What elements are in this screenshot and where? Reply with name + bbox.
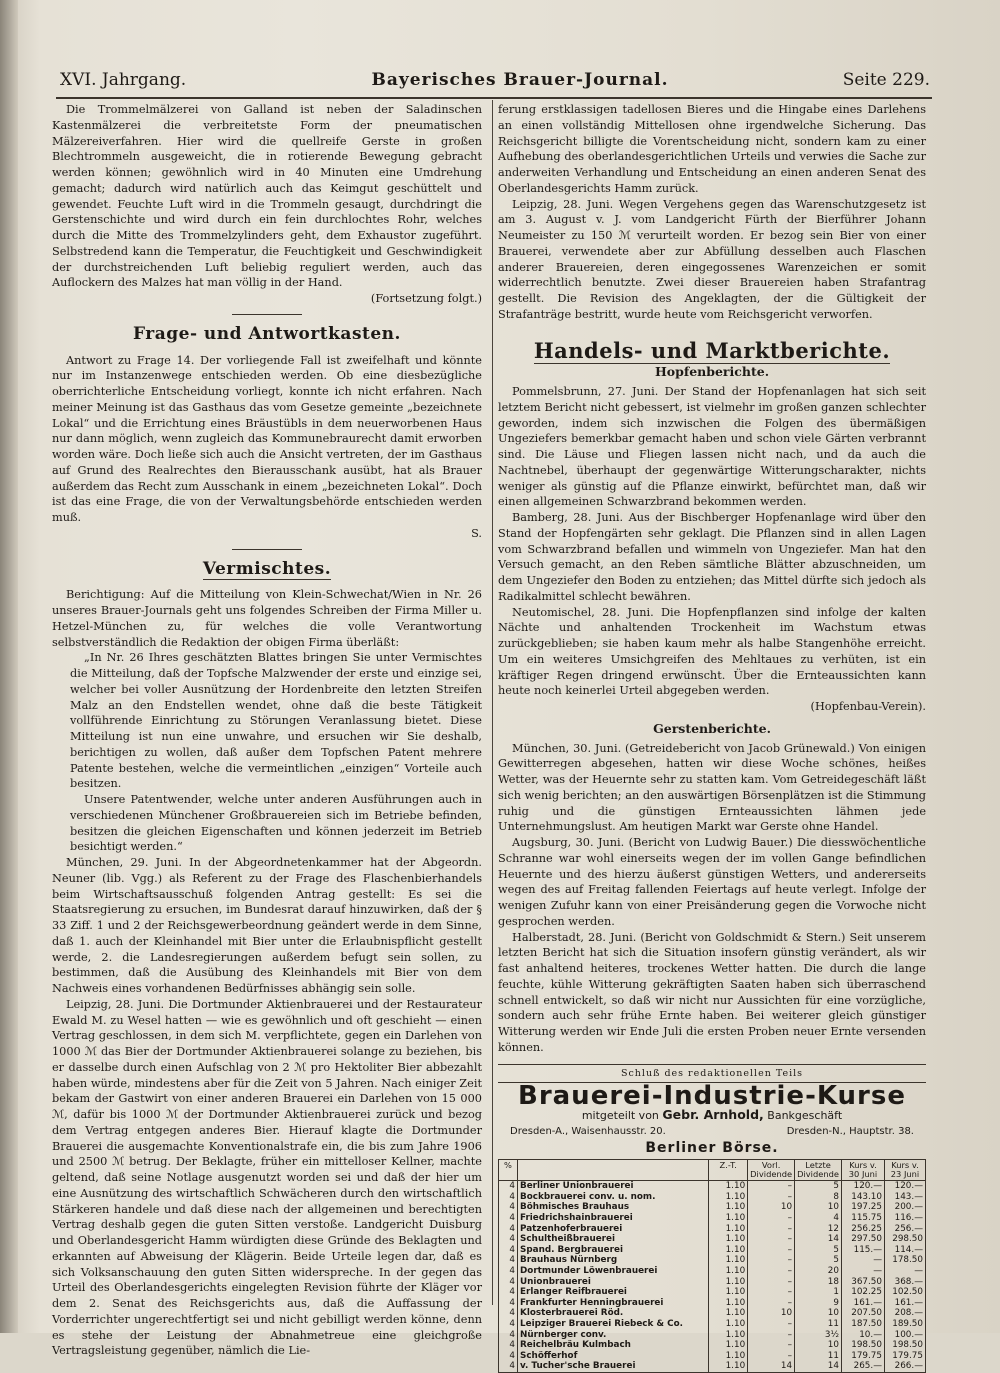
report-neutomischel: Neutomischel, 28. Juni. Die Hopfenpflanzen sind infolge der kalten Nächte und anhaltenden Trockenheit im Wachstum etwas zurückgeblieben; sie haben kaum mehr als halbe Stangenhöhe erreicht. Um ein weiteres Umsichgreifen des Mehltaues zu verhüten, ist ein kräftiger Regen dringend erwünscht. Über die Ernteaussichten kann heute noch keinerlei Urteil abgegeben werden. xyxy=(498,605,926,698)
col-header-zt: Z.-T. xyxy=(709,1160,748,1181)
cell-vorl: 10 xyxy=(748,1202,795,1213)
cell-name: Frankfurter Henningbrauerei xyxy=(518,1298,709,1309)
cell-name: Spand. Bergbrauerei xyxy=(518,1245,709,1256)
cell-kurs23: 161.— xyxy=(885,1298,926,1309)
cell-kurs30: 102.25 xyxy=(842,1287,885,1298)
table-row xyxy=(499,1351,926,1362)
cell-name: Nürnberger conv. xyxy=(518,1330,709,1341)
cell-vorl: – xyxy=(748,1351,795,1362)
cell-zt: 1.10 xyxy=(709,1330,748,1341)
cell-letzte: 14 xyxy=(795,1361,842,1372)
cell-kurs30: 265.— xyxy=(842,1361,885,1372)
quote-paragraph: „In Nr. 26 Ihres geschätzten Blattes bringen Sie unter Vermischtes die Mitteilung, daß der Topfsche Malzwender der erste und einzige sei, welcher bei voller Ausnützung der Hordenbreite den letzten Streifen Malz an den Endstellen wendet, ohne daß die beste Tätigkeit vollführende Einrichtung zu Störungen Veranlassung bietet. Diese Mitteilung ist nun eine unwahre, und ersuchen wir Sie deshalb, berichtigen zu wollen, daß außer dem Topfschen Patent mehrere Patente bestehen, welche die vermeintlichen „einzigen“ Vorteile auch besitzen. xyxy=(70,651,482,791)
cell-zt: 1.10 xyxy=(709,1224,748,1235)
cell-pct: 4 xyxy=(499,1277,518,1288)
table-row xyxy=(499,1340,926,1351)
cell-kurs23: 266.— xyxy=(885,1361,926,1372)
page-header xyxy=(60,70,930,96)
cell-kurs23: 198.50 xyxy=(885,1340,926,1351)
section-title-vermischtes: Vermischtes. xyxy=(202,558,332,579)
table-row xyxy=(499,1234,926,1245)
cell-pct: 4 xyxy=(499,1298,518,1309)
table-row xyxy=(499,1361,926,1372)
cell-pct: 4 xyxy=(499,1213,518,1224)
cell-letzte: 10 xyxy=(795,1340,842,1351)
cell-letzte: 5 xyxy=(795,1181,842,1192)
cell-pct: 4 xyxy=(499,1361,518,1372)
cell-vorl: – xyxy=(748,1319,795,1330)
cell-letzte: 8 xyxy=(795,1192,842,1203)
cell-zt: 1.10 xyxy=(709,1202,748,1213)
cell-vorl: – xyxy=(748,1234,795,1245)
cell-kurs23: 178.50 xyxy=(885,1255,926,1266)
cell-pct: 4 xyxy=(499,1245,518,1256)
table-row xyxy=(499,1277,926,1288)
article-berichtigung: Berichtigung: Auf die Mitteilung von Klein-Schwechat/Wien in Nr. 26 unseres Brauer-Journals geht uns folgendes Schreiben der Firma Miller u. Hetzel-München zu, für welches die volle Verantwortung selbstverständlich die Redaktion der obigen Firma überläßt: xyxy=(52,588,482,649)
report-halberstadt: Halberstadt, 28. Juni. (Bericht von Goldschmidt & Stern.) Seit unserem letzten Bericht hat sich die Situation insofern günstig verändert, als wir fast anhaltend heiteres, trockenes Wetter hatten. Die durch die lange feuchte, kühle Witterung gekräftigten Saaten haben sich überraschend schnell entwickelt, so daß wir nicht nur Aussichten für eine vorzügliche, sondern auch sehr frühe Ernte haben. Bei weiterer gleich günstiger Witterung werden wir Ende Juli die ersten Proben neuer Ernte versenden können. xyxy=(498,930,926,1054)
table-row xyxy=(499,1181,926,1192)
cell-vorl: – xyxy=(748,1255,795,1266)
cell-name: Schöfferhof xyxy=(518,1351,709,1362)
cell-letzte: 20 xyxy=(795,1266,842,1277)
cell-pct: 4 xyxy=(499,1266,518,1277)
cell-letzte: 3½ xyxy=(795,1330,842,1341)
divider xyxy=(232,549,302,550)
cell-pct: 4 xyxy=(499,1287,518,1298)
cell-kurs23: 189.50 xyxy=(885,1319,926,1330)
frage-signature: S. xyxy=(471,526,482,540)
cell-kurs23: 179.75 xyxy=(885,1351,926,1362)
cell-zt: 1.10 xyxy=(709,1340,748,1351)
cell-vorl: – xyxy=(748,1330,795,1341)
table-row xyxy=(499,1298,926,1309)
cell-kurs30: 187.50 xyxy=(842,1319,885,1330)
cell-name: Brauhaus Nürnberg xyxy=(518,1255,709,1266)
cell-vorl: – xyxy=(748,1287,795,1298)
table-header-row xyxy=(499,1160,926,1181)
cell-vorl: – xyxy=(748,1192,795,1203)
quoted-letter xyxy=(70,650,482,855)
cell-name: Leipziger Brauerei Riebeck & Co. xyxy=(518,1319,709,1330)
continued-note: (Fortsetzung folgt.) xyxy=(370,292,482,305)
cell-kurs30: 179.75 xyxy=(842,1351,885,1362)
cell-kurs30: 143.10 xyxy=(842,1192,885,1203)
right-column xyxy=(498,102,926,1373)
cell-pct: 4 xyxy=(499,1330,518,1341)
table-body xyxy=(499,1181,926,1373)
cell-vorl: – xyxy=(748,1277,795,1288)
cell-kurs30: 207.50 xyxy=(842,1308,885,1319)
col-header-kurs30: Kurs v. 30 Juni xyxy=(842,1160,885,1181)
cell-pct: 4 xyxy=(499,1255,518,1266)
report-pommelsbrunn: Pommelsbrunn, 27. Juni. Der Stand der Hopfenanlagen hat sich seit letztem Bericht nicht gebessert, ist vielmehr im großen ganzen schlechter geworden, indem sich inzwischen die Folgen des übermäßigen Ungeziefers bemerkbar gemacht haben und schon viele Gärten verbrannt sind. Die Läuse und Fliegen lassen nicht nach, und da auch die Nachtnebel, überhaupt der gegenwärtige Witterungscharakter, nichts weniger als günstig auf die Pflanze einwirkt, befürchtet man, daß wir einen allgemeinen Schwarzbrand bekommen werden. xyxy=(498,385,926,509)
cell-zt: 1.10 xyxy=(709,1319,748,1330)
cell-kurs23: 298.50 xyxy=(885,1234,926,1245)
cell-kurs30: 367.50 xyxy=(842,1277,885,1288)
cell-name: Friedrichshainbrauerei xyxy=(518,1213,709,1224)
cell-kurs30: 115.75 xyxy=(842,1213,885,1224)
cell-kurs30: 297.50 xyxy=(842,1234,885,1245)
subsection-title-gersten: Gerstenberichte. xyxy=(653,720,771,736)
cell-kurs23: 120.— xyxy=(885,1181,926,1192)
col-header-pct: % xyxy=(499,1160,518,1181)
cell-kurs23: 143.— xyxy=(885,1192,926,1203)
table-row xyxy=(499,1330,926,1341)
table-row xyxy=(499,1255,926,1266)
table-row xyxy=(499,1202,926,1213)
address-right: Dresden-N., Hauptstr. 38. xyxy=(786,1125,914,1137)
cell-zt: 1.10 xyxy=(709,1192,748,1203)
cell-zt: 1.10 xyxy=(709,1287,748,1298)
article-continuation: ferung erstklassigen tadellosen Bieres und die Hingabe eines Darlehens an einen vollständig Mittellosen ohne irgendwelche Sicherung. Das Reichsgericht billigte die Vorentscheidung nicht, sondern kam zu einer Aufhebung des oberlandesgerichtlichen Urteils und verwies die Sache zur anderweiten Verhandlung und Entscheidung an einen anderen Senat des Oberlandesgerichts Hamm zurück. xyxy=(498,103,926,195)
advert-byline: mitgeteilt von Gebr. Arnhold, Bankgeschäft xyxy=(581,1107,843,1122)
cell-kurs30: 161.— xyxy=(842,1298,885,1309)
journal-title: Bayerisches Brauer-Journal. xyxy=(371,70,669,90)
cell-kurs30: — xyxy=(842,1266,885,1277)
subsection-title-hopfen: Hopfenberichte. xyxy=(654,364,770,380)
cell-pct: 4 xyxy=(499,1224,518,1235)
cell-vorl: – xyxy=(748,1181,795,1192)
cell-kurs23: 100.— xyxy=(885,1330,926,1341)
cell-letzte: 5 xyxy=(795,1255,842,1266)
table-row xyxy=(499,1287,926,1298)
cell-pct: 4 xyxy=(499,1319,518,1330)
end-of-editorial: Schluß des redaktionellen Teils xyxy=(498,1064,926,1084)
cell-letzte: 1 xyxy=(795,1287,842,1298)
cell-kurs23: 368.— xyxy=(885,1277,926,1288)
cell-letzte: 12 xyxy=(795,1224,842,1235)
cell-letzte: 10 xyxy=(795,1202,842,1213)
cell-kurs30: 120.— xyxy=(842,1181,885,1192)
cell-zt: 1.10 xyxy=(709,1308,748,1319)
stock-table xyxy=(498,1159,926,1373)
table-row xyxy=(499,1319,926,1330)
cell-zt: 1.10 xyxy=(709,1266,748,1277)
cell-zt: 1.10 xyxy=(709,1277,748,1288)
cell-name: Erlanger Reifbrauerei xyxy=(518,1287,709,1298)
cell-name: Bockbrauerei conv. u. nom. xyxy=(518,1192,709,1203)
article-leipzig-2: Leipzig, 28. Juni. Wegen Vergehens gegen das Warenschutzgesetz ist am 3. August v. J. vom Landgericht Fürth der Bierführer Johann Neumeister zu 150 ℳ verurteilt worden. Er bezog sein Bier von einer Brauerei, verwendete aber zur Abfüllung desselben auch Flaschen anderer Brauereien, deren eingegossenes Warenzeichen er somit widerrechtlich benutzte. Zwei dieser Brauereien haben Strafantrag gestellt. Die Revision des Angeklagten, der die Gültigkeit der Strafanträge bestritt, wurde heute vom Reichsgericht verworfen. xyxy=(498,197,926,321)
cell-kurs30: 197.25 xyxy=(842,1202,885,1213)
cell-vorl: – xyxy=(748,1266,795,1277)
cell-kurs23: 114.— xyxy=(885,1245,926,1256)
cell-kurs23: 116.— xyxy=(885,1213,926,1224)
cell-kurs23: 102.50 xyxy=(885,1287,926,1298)
report-source: (Hopfenbau-Verein). xyxy=(810,700,926,713)
cell-letzte: 11 xyxy=(795,1319,842,1330)
advert-addresses xyxy=(498,1124,926,1140)
col-header-kurs23: Kurs v. 23 Juni xyxy=(885,1160,926,1181)
table-row xyxy=(499,1213,926,1224)
cell-letzte: 5 xyxy=(795,1245,842,1256)
cell-vorl: 10 xyxy=(748,1308,795,1319)
cell-kurs30: — xyxy=(842,1255,885,1266)
cell-vorl: 14 xyxy=(748,1361,795,1372)
cell-name: Schultheißbrauerei xyxy=(518,1234,709,1245)
cell-zt: 1.10 xyxy=(709,1298,748,1309)
cell-zt: 1.10 xyxy=(709,1351,748,1362)
cell-pct: 4 xyxy=(499,1202,518,1213)
table-row xyxy=(499,1266,926,1277)
cell-vorl: – xyxy=(748,1224,795,1235)
article-muenchen: München, 29. Juni. In der Abgeordnetenkammer hat der Abgeordn. Neuner (lib. Vgg.) als Referent zu der Frage des Flaschenbierhandels beim Wirtschaftsausschuß folgenden Antrag gestellt: Es sei die Staatsregierung zu ersuchen, im Bundesrat darauf hinzuwirken, daß der § 33 Ziff. 1 und 2 der Reichsgewerbeordnung geändert werde in dem Sinne, daß 1. auch der Kleinhandel mit Bier unter die Erlaubnispflicht gestellt werde, 2. die Landesregierungen außerdem befugt sein sollen, zu bestimmen, daß die Ausübung des Kleinhandels mit Bier von dem Nachweis eines vorhandenen Bedürfnisses abhängig sein solle. xyxy=(52,856,482,995)
report-augsburg: Augsburg, 30. Juni. (Bericht von Ludwig Bauer.) Die diesswöchentliche Schranne war wohl einerseits wegen der im vollen Gange befindlichen Heuernte und des hierzu äußerst günstigen Wetters, und andererseits wegen des auf Freitag fallenden Feiertags auf heute verlegt. Infolge der wenigen Zufuhr kann von einer Preisänderung gegen die Vorwoche nicht gesprochen werden. xyxy=(498,836,926,928)
cell-zt: 1.10 xyxy=(709,1255,748,1266)
cell-kurs23: 256.— xyxy=(885,1224,926,1235)
cell-name: Klosterbrauerei Röd. xyxy=(518,1308,709,1319)
cell-letzte: 10 xyxy=(795,1308,842,1319)
cell-pct: 4 xyxy=(499,1234,518,1245)
section-title-frage: Frage- und Antwortkasten. xyxy=(133,323,401,344)
cell-kurs23: 208.— xyxy=(885,1308,926,1319)
cell-letzte: 9 xyxy=(795,1298,842,1309)
cell-vorl: – xyxy=(748,1298,795,1309)
column-divider xyxy=(492,100,493,1305)
binding-shadow xyxy=(0,0,18,1333)
col-header-name xyxy=(518,1160,709,1181)
section-title-handel: Handels- und Marktberichte. xyxy=(533,337,891,363)
cell-vorl: – xyxy=(748,1213,795,1224)
advert-title: Brauerei-Industrie-Kurse xyxy=(518,1081,906,1112)
cell-zt: 1.10 xyxy=(709,1361,748,1372)
article-leipzig: Leipzig, 28. Juni. Die Dortmunder Aktienbrauerei und der Restaurateur Ewald M. zu Wesel hatten — wie es gewöhnlich und oft geschieht — einen Vertrag geschlossen, in dem sich M. verpflichtete, gegen ein Darlehen von 1000 ℳ das Bier der Dortmunder Aktienbrauerei solange zu beziehen, bis er dasselbe durch einen Aufschlag von 2 ℳ pro Hektoliter Bier abbezahlt haben würde, mindestens aber für die Zeit von 5 Jahren. Nach einiger Zeit bekam der Gastwirt von einer anderen Brauerei ein Darlehen von 15 000 ℳ, dafür bis 1000 ℳ der Dortmunder Aktienbrauerei zurück und bezog dem Vertrag entgegen anderes Bier. Hierauf klagte die Dortmunder Brauerei die ausgemachte Konventionalstrafe ein, die bis zum Jahre 1906 und 2500 ℳ betrug. Der Beklagte, früher ein mittelloser Kellner, machte geltend, daß seine Notlage ausgenutzt worden sei und daß der hier um eine Ausnützung des wirtschaftlich Schwächeren durch den wirtschaftlich Stärkeren handele und daß diese nach der allgemeinen und berechtigten Vertrag deshalb gegen die guten Sitten verstoße. Landgericht Duisburg und Oberlandesgericht Hamm würdigten diese Gründe des Beklagten und erkannten auf Abweisung der Klägerin. Beide Urteile legen dar, daß es sich Volksanschauung den guten Sitten widerspreche. In der gegen das Urteil des Oberlandesgerichts eingelegten Revision führte der Kläger vor dem 2. Senat des Reichsgerichts aus, daß die Auffassung der Vorderrichter ungerechtfertigt sei und nicht gebilligt werden könne, denn es stehe der Leistung der Abnahmetreue eine gleichgroße Vertragsleistung gegenüber, nämlich die Lie- xyxy=(52,997,482,1358)
cell-kurs30: 256.25 xyxy=(842,1224,885,1235)
cell-pct: 4 xyxy=(499,1192,518,1203)
cell-pct: 4 xyxy=(499,1340,518,1351)
col-header-letzte: Letzte Dividende xyxy=(795,1160,842,1181)
cell-zt: 1.10 xyxy=(709,1245,748,1256)
cell-kurs30: 10.— xyxy=(842,1330,885,1341)
cell-name: Patzenhoferbrauerei xyxy=(518,1224,709,1235)
table-row xyxy=(499,1192,926,1203)
cell-name: Unionbrauerei xyxy=(518,1277,709,1288)
left-column xyxy=(52,102,482,1359)
article-frage: Antwort zu Frage 14. Der vorliegende Fall ist zweifelhaft und könnte nur im Instanzenwege entschieden werden. Ob eine diesbezügliche oberrichterliche Entscheidung vorliegt, konnte ich nicht erfahren. Nach meiner Meinung ist das Gasthaus das vom Gesetze gemeinte „bezeichnete Lokal“ und die Errichtung eines Bräustübls in dem neuerworbenen Haus nur dann möglich, wenn zugleich das Kommunebraurecht damit erworben worden wäre. Doch ließe sich auch die Ansicht vertreten, der im Gasthaus auf Grund des Realrechtes den Bierausschank ausübt, hat als Brauer außerdem das Recht zum Ausschank in einem „bezeichneten Lokal“. Doch ist das eine Frage, die von der Verwaltungsbehörde entschieden werden muß. xyxy=(52,353,482,524)
cell-pct: 4 xyxy=(499,1351,518,1362)
cell-letzte: 4 xyxy=(795,1213,842,1224)
cell-zt: 1.10 xyxy=(709,1213,748,1224)
page-number: Seite 229. xyxy=(842,70,930,90)
volume-label: XVI. Jahrgang. xyxy=(60,70,187,90)
table-row xyxy=(499,1224,926,1235)
report-muenchen: München, 30. Juni. (Getreidebericht von Jacob Grünewald.) Von einigen Gewitterregen abgesehen, hatten wir diese Woche schönes, heißes Wetter, was der Heuernte sehr zu statten kam. Vom Getreidegeschäft läßt sich wenig berichten; an den auswärtigen Börsenplätzen ist die Stimmung ruhig und die günstigen Ernteaussichten lähmen jede Unternehmungslust. Am heutigen Markt war Gerste ohne Handel. xyxy=(498,741,926,834)
cell-name: Reichelbräu Kulmbach xyxy=(518,1340,709,1351)
table-row xyxy=(499,1308,926,1319)
cell-letzte: 18 xyxy=(795,1277,842,1288)
cell-zt: 1.10 xyxy=(709,1181,748,1192)
cell-vorl: – xyxy=(748,1340,795,1351)
quote-paragraph: Unsere Patentwender, welche unter anderen Ausführungen auch in verschiedenen Münchener Großbrauereien sich im Betriebe befinden, besitzen die gleichen Eigenschaften und können jederzeit im Betrieb besichtigt werden.“ xyxy=(70,793,482,854)
header-rule xyxy=(56,97,932,99)
cell-name: Dortmunder Löwenbrauerei xyxy=(518,1266,709,1277)
cell-name: Berliner Unionbrauerei xyxy=(518,1181,709,1192)
report-bamberg: Bamberg, 28. Juni. Aus der Bischberger Hopfenanlage wird über den Stand der Hopfengärten sehr geklagt. Die Pflanzen sind in allen Lagen vom Schwarzbrand befallen und wimmeln von Ungeziefer. Man hat den Versuch gemacht, an den Reben sämtliche Blätter abzuschneiden, um dem Ungeziefer den Boden zu entziehen; das Mittel dürfte sich jedoch als Radikalmittel schlecht bewähren. xyxy=(498,511,926,603)
address-left: Dresden-A., Waisenhausstr. 20. xyxy=(510,1125,666,1137)
cell-kurs23: 200.— xyxy=(885,1202,926,1213)
cell-name: Böhmisches Brauhaus xyxy=(518,1202,709,1213)
cell-letzte: 14 xyxy=(795,1234,842,1245)
cell-kurs23: — xyxy=(885,1266,926,1277)
col-header-vorl: Vorl. Dividende xyxy=(748,1160,795,1181)
table-row xyxy=(499,1245,926,1256)
cell-letzte: 11 xyxy=(795,1351,842,1362)
article-trommelmaelzerei: Die Trommelmälzerei von Galland ist neben der Saladinschen Kastenmälzerei die verbreitetste Form der pneumatischen Mälzereiverfahren. Hier wird die quellreife Gerste in großen Blechtrommeln ausgeweicht, die in rotierende Bewegung gebracht werden können; gewöhnlich wird in 40 Minuten eine Umdrehung gemacht; dadurch wird natürlich auch das Keimgut geschüttelt und gewendet. Feuchte Luft wird in die Trommeln gesaugt, durchdringt die Gerstenschichte und wird durch ein fein durchlochtes Rohr, welches durch die Mitte des Trommelzylinders geht, dem Exhaustor zugeführt. Selbstredend kann die Temperatur, die Feuchtigkeit und Geschwindigkeit der durchstreichenden Luft beliebig reguliert werden, auch das Auflockern des Malzes hat man völlig in der Hand. xyxy=(52,103,482,290)
cell-kurs30: 115.— xyxy=(842,1245,885,1256)
cell-vorl: – xyxy=(748,1245,795,1256)
advertisement-kurse xyxy=(498,1064,926,1373)
cell-pct: 4 xyxy=(499,1308,518,1319)
cell-kurs30: 198.50 xyxy=(842,1340,885,1351)
divider xyxy=(232,314,302,315)
cell-name: v. Tucher'sche Brauerei xyxy=(518,1361,709,1372)
cell-zt: 1.10 xyxy=(709,1234,748,1245)
cell-pct: 4 xyxy=(499,1181,518,1192)
advert-subtitle: Berliner Börse. xyxy=(645,1139,779,1156)
